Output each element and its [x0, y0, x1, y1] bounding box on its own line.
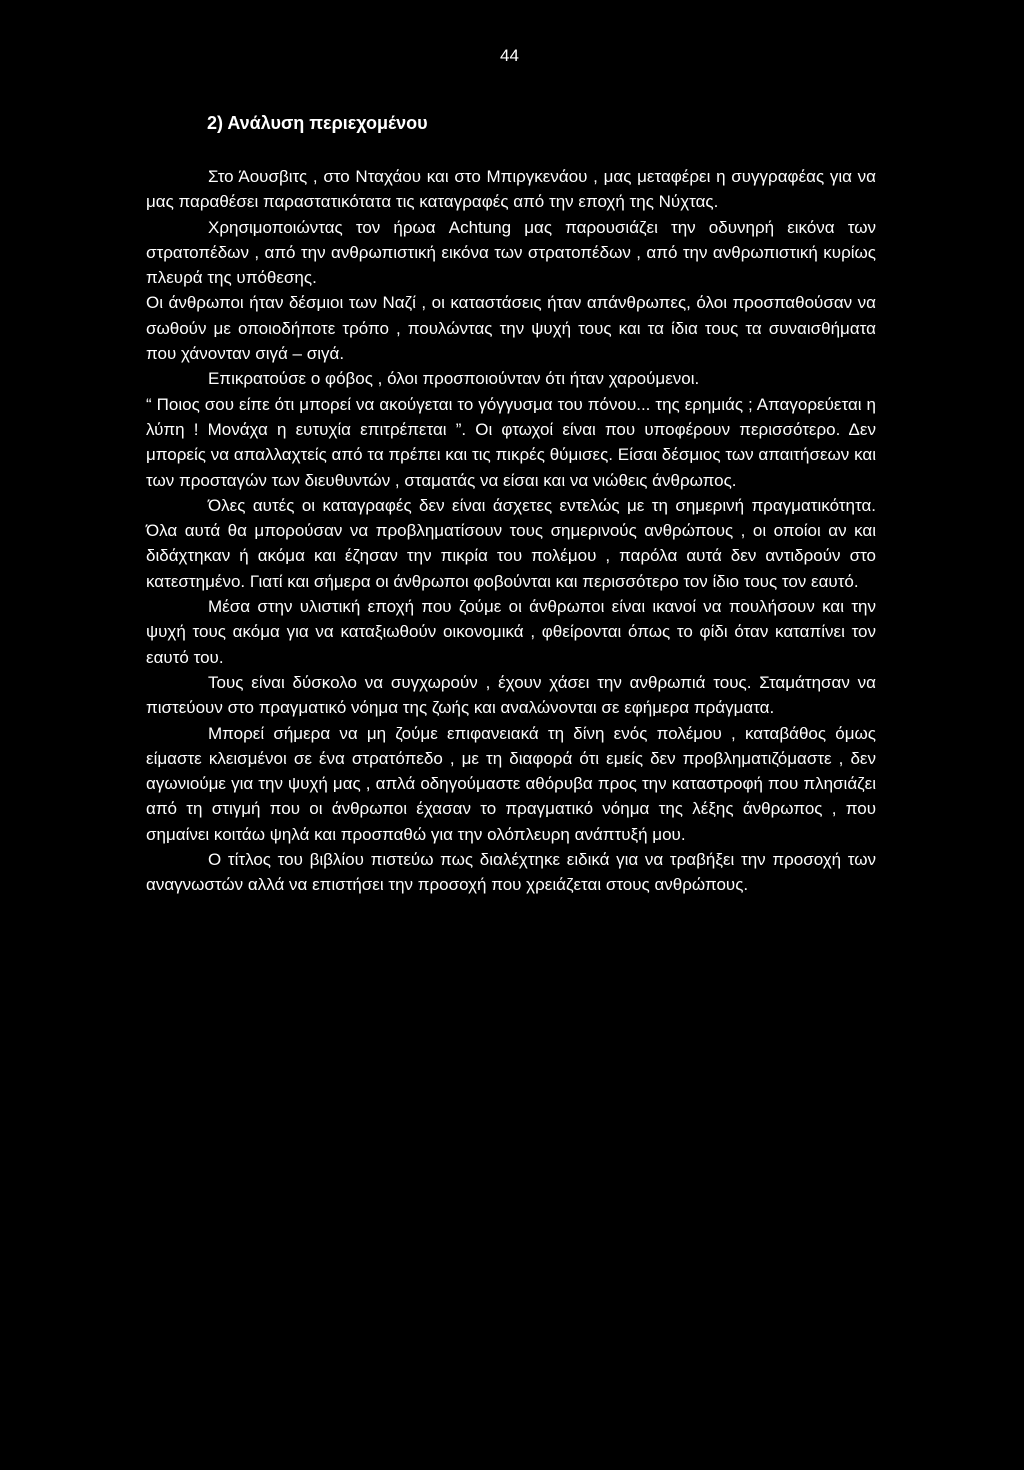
paragraph: Μπορεί σήμερα να μη ζούμε επιφανειακά τη δίνη ενός πολέμου , καταβάθος όμως είμαστε κλεισμένοι σε ένα στρατόπεδο , με τη διαφορά ότι εμείς δεν προβληματιζόμαστε , δεν αγωνιούμε για την ψυχή μας , απλά οδηγούμαστε αθόρυβα προς την καταστροφή που πλησιάζει από τη στιγμή που οι άνθρωποι έχασαν το πραγματικό νόημα της λέξης άνθρωπος , που σημαίνει κοιτάω ψηλά και προσπαθώ για την ολόπλευρη ανάπτυξή μου. — [146, 723, 876, 844]
page-number: 44 — [500, 46, 519, 65]
section-heading: 2) Ανάλυση περιεχομένου — [207, 113, 428, 133]
paragraph: Οι άνθρωποι ήταν δέσμιοι των Ναζί , οι καταστάσεις ήταν απάνθρωπες, όλοι προσπαθούσαν να σωθούν με οποιοδήποτε τρόπο , πουλώντας την ψυχή τους και τα ίδια τους τα συναισθήματα που χάνονταν σιγά – σιγά. — [146, 293, 876, 364]
body-text — [146, 164, 876, 898]
paragraph: Επικρατούσε ο φόβος , όλοι προσποιούνταν ότι ήταν χαρούμενοι. — [208, 369, 700, 389]
paragraph: Στο Άουσβιτς , στο Νταχάου και στο Μπιργκενάου , μας μεταφέρει η συγγραφέας για να μας παραθέσει παραστατικότατα τις καταγραφές από την εποχή της Νύχτας. — [146, 167, 876, 212]
paragraph: Όλες αυτές οι καταγραφές δεν είναι άσχετες εντελώς με τη σημερινή πραγματικότητα. Όλα αυτά θα μπορούσαν να προβληματίσουν τους σημερινούς ανθρώπους , οι οποίοι αν και διδάχτηκαν ή ακόμα και έζησαν την πικρία του πολέμου , παρόλα αυτά δεν αντιδρούν στο κατεστημένο. Γιατί και σήμερα οι άνθρωποι φοβούνται και περισσότερο τον ίδιο τους τον εαυτό. — [146, 495, 876, 591]
paragraph: Χρησιμοποιώντας τον ήρωα Achtung μας παρουσιάζει την οδυνηρή εικόνα των στρατοπέδων , από την ανθρωπιστική εικόνα των στρατοπέδων , από την ανθρωπιστική κυρίως πλευρά της υπόθεσης. — [146, 217, 876, 288]
paragraph: “ Ποιος σου είπε ότι μπορεί να ακούγεται το γόγγυσμα του πόνου... της ερημιάς ; Απαγορεύεται η λύπη ! Μονάχα η ευτυχία επιτρέπεται ”. Οι φτωχοί είναι που υποφέρουν περισσότερο. Δεν μπορείς να απαλλαχτείς από τα πρέπει και τις πικρές θύμισες. Είσαι δέσμιος των απαιτήσεων και των προσταγών των διευθυντών , σταματάς να είσαι και να νιώθεις άνθρωπος. — [146, 394, 876, 490]
paragraph: Μέσα στην υλιστική εποχή που ζούμε οι άνθρωποι είναι ικανοί να πουλήσουν και την ψυχή τους ακόμα για να καταξιωθούν οικονομικά , φθείρονται όπως το φίδι όταν καταπίνει τον εαυτό του. — [146, 597, 876, 667]
paragraph: Τους είναι δύσκολο να συγχωρούν , έχουν χάσει την ανθρωπιά τους. Σταμάτησαν να πιστεύουν στο πραγματικό νόημα της ζωής και αναλώνονται σε εφήμερα πράγματα. — [146, 672, 876, 718]
paragraph: Ο τίτλος του βιβλίου πιστεύω πως διαλέχτηκε ειδικά για να τραβήξει την προσοχή των αναγνωστών αλλά να επιστήσει την προσοχή που χρειάζεται στους ανθρώπους. — [146, 850, 876, 895]
